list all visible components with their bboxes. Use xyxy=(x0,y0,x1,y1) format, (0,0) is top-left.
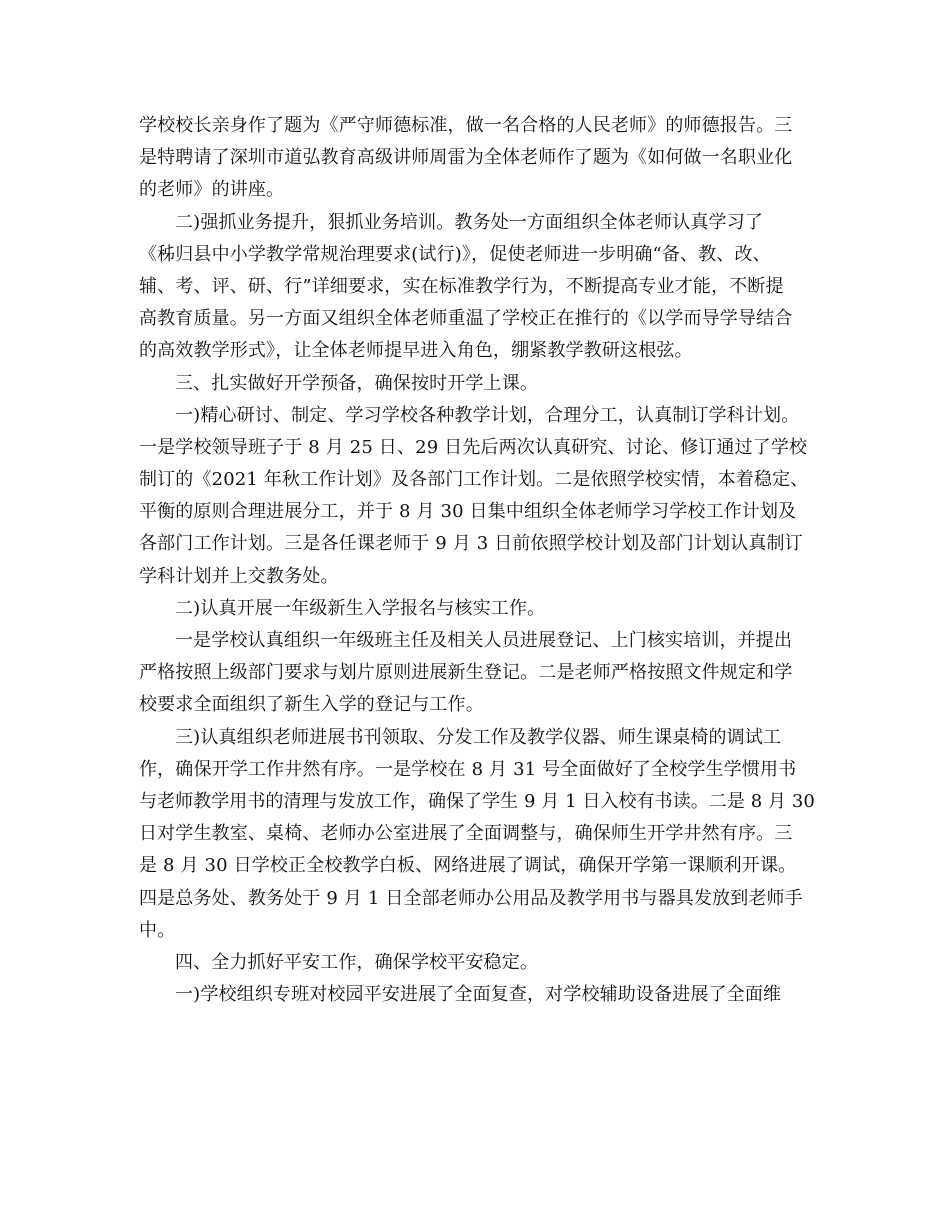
text-line: 作，确保开学工作井然有序。一是学校在 8 月 31 号全面做好了全校学生学惯用书 xyxy=(139,758,797,780)
text-line: 四、全力抓好平安工作，确保学校平安稳定。 xyxy=(175,951,538,973)
text-line: 三、扎实做好开学预备，确保按时开学上课。 xyxy=(175,372,538,394)
text-line: 是 8 月 30 日学校正全校教学白板、网络进展了调试，确保开学第一课顺利开课。 xyxy=(139,855,797,877)
text-line: 高教育质量。另一方面又组织全体老师重温了学校正在推行的《以学而导学导结合 xyxy=(139,308,793,330)
text-line: 平衡的原则合理进展分工，并于 8 月 30 日集中组织全体老师学习学校工作计划及 xyxy=(139,501,797,523)
text-line: 校要求全面组织了新生入学的登记与工作。 xyxy=(139,694,484,716)
text-line: 一)学校组织专班对校园平安进展了全面复查，对学校辅助设备进展了全面维 xyxy=(175,984,782,1006)
text-line: 四是总务处、教务处于 9 月 1 日全部老师办公用品及教学用书与器具发放到老师手 xyxy=(139,887,803,909)
text-line: 是特聘请了深圳市道弘教育高级讲师周雷为全体老师作了题为《如何做一名职业化 xyxy=(139,147,793,169)
text-line: 一)精心研讨、制定、学习学校各种教学计划，合理分工，认真制订学科计划。 xyxy=(175,404,800,426)
text-line: 的老师》的讲座。 xyxy=(139,179,285,201)
text-line: 一是学校认真组织一年级班主任及相关人员进展登记、上门核实培训，并提出 xyxy=(175,630,793,651)
text-line: 一是学校领导班子于 8 月 25 日、29 日先后两次认真研究、讨论、修订通过了学校 xyxy=(139,436,808,458)
text-line: 的高效教学形式》，让全体老师提早进入角色，绷紧教学教研这根弦。 xyxy=(139,340,693,362)
text-line: 学校校长亲身作了题为《严守师德标准，做一名合格的人民老师》的师德报告。三 xyxy=(139,115,793,136)
text-line: 严格按照上级部门要求与划片原则进展新生登记。二是老师严格按照文件规定和学 xyxy=(139,662,793,684)
text-line: 二)认真开展一年级新生入学报名与核实工作。 xyxy=(175,597,546,619)
text-line: 二)强抓业务提升，狠抓业务培训。教务处一方面组织全体老师认真学习了 xyxy=(175,211,763,233)
body-text xyxy=(139,110,815,1011)
text-line: 学科计划并上交教务处。 xyxy=(139,565,339,587)
text-line: 日对学生教室、桌椅、老师办公室进展了全面调整与，确保师生开学井然有序。三 xyxy=(139,823,793,845)
text-line: 各部门工作计划。三是各任课老师于 9 月 3 日前依照学校计划及部门计划认真制订 xyxy=(139,533,803,555)
text-line: 中。 xyxy=(139,919,176,941)
text-line: 辅、考、评、研、行”详细要求，实在标准教学行为，不断提高专业才能，不断提 xyxy=(139,275,784,297)
text-line: 与老师教学用书的清理与发放工作，确保了学生 9 月 1 日入校有书读。二是 8 月 30 xyxy=(139,790,815,812)
text-line: 三)认真组织老师进展书刊领取、分发工作及教学仪器、师生课桌椅的调试工 xyxy=(175,726,782,748)
text-line: 制订的《2021 年秋工作计划》及各部门工作计划。二是依照学校实情，本着稳定、 xyxy=(139,469,809,491)
text-line: 《秭归县中小学教学常规治理要求(试行)》，促使老师进一步明确“备、教、改、 xyxy=(139,243,771,265)
